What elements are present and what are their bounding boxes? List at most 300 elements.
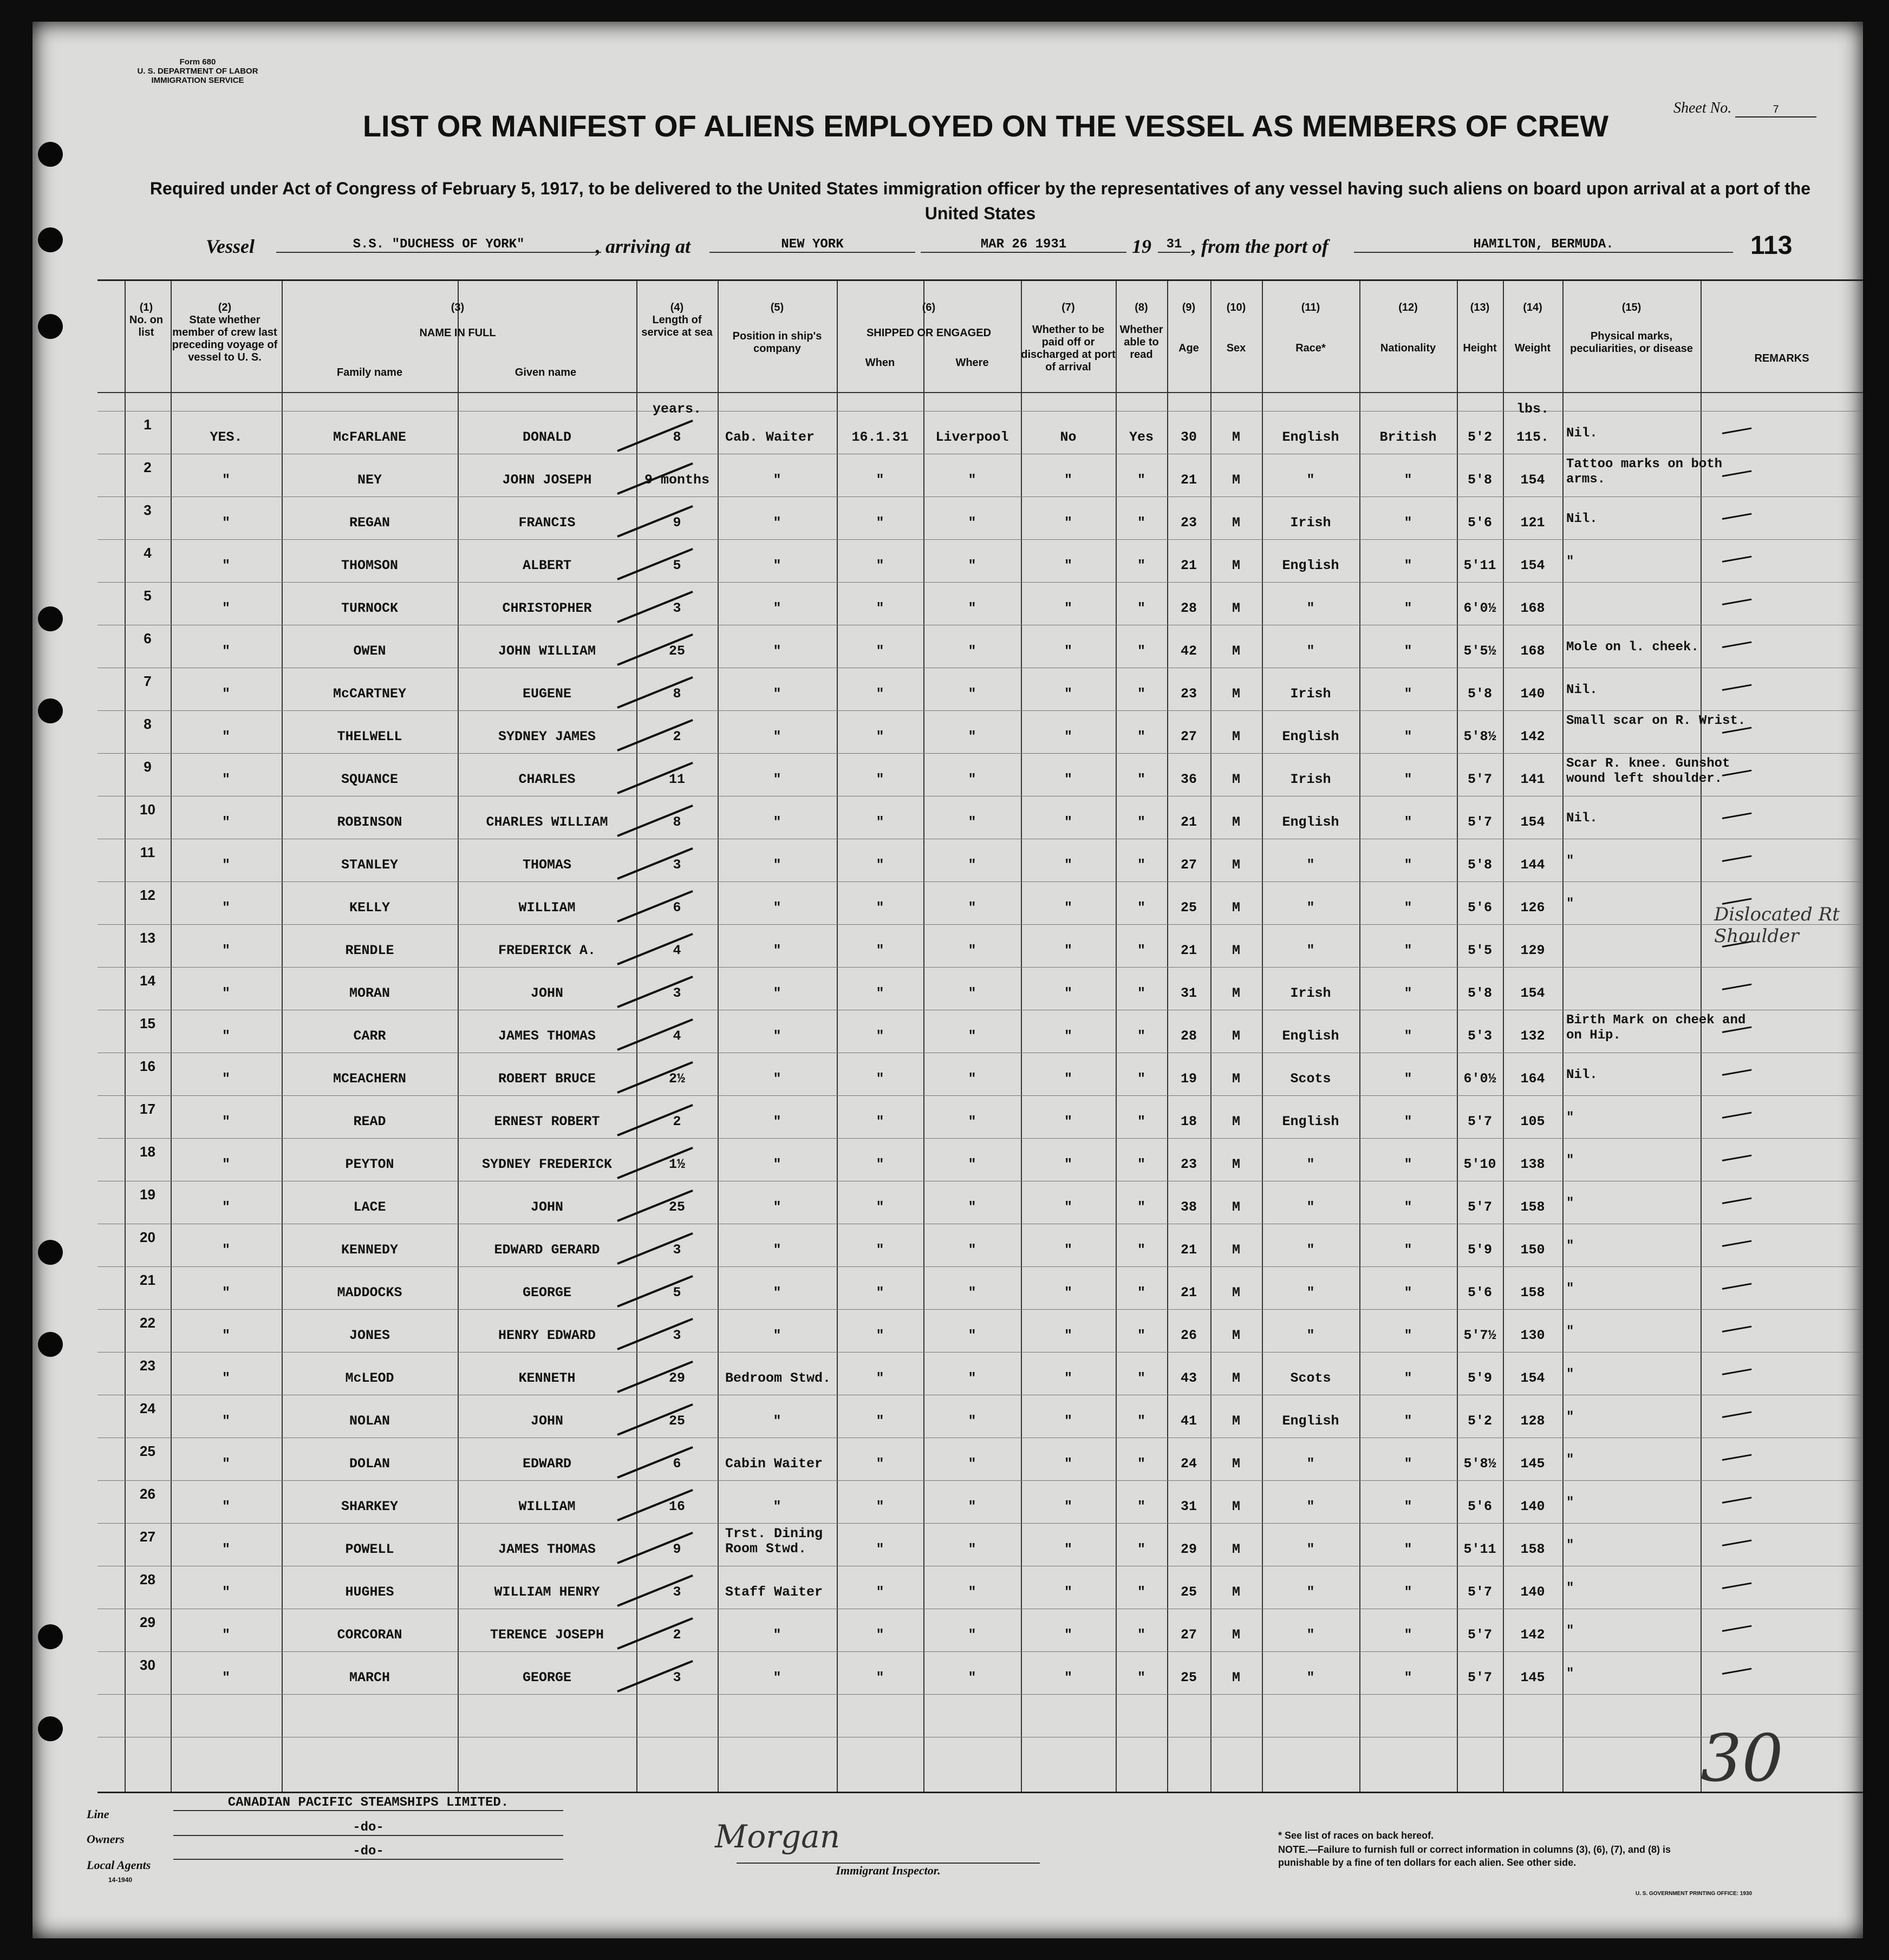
cell-length-of-service: 8 bbox=[673, 686, 681, 702]
col6-header: (6) SHIPPED OR ENGAGED bbox=[866, 302, 992, 339]
cell-nationality: " bbox=[1404, 1157, 1412, 1172]
cell-sex: M bbox=[1232, 1242, 1240, 1258]
cell-position: " bbox=[773, 1114, 781, 1129]
cell-given-name: ROBERT BRUCE bbox=[498, 1071, 596, 1087]
cell-given-name: DONALD bbox=[522, 429, 571, 445]
cell-previous-voyage: " bbox=[222, 1627, 230, 1643]
cell-given-name: FREDERICK A. bbox=[498, 943, 596, 958]
cell-engaged-where: " bbox=[968, 985, 976, 1001]
cell-age: 23 bbox=[1180, 515, 1197, 531]
cell-row-number: 19 bbox=[140, 1186, 155, 1203]
cell-engaged-where: " bbox=[968, 558, 976, 573]
cell-able-to-read: " bbox=[1137, 515, 1145, 531]
cell-age: 30 bbox=[1180, 429, 1197, 445]
binding-hole bbox=[38, 1624, 63, 1649]
cell-engaged-when: " bbox=[876, 900, 884, 916]
cell-position: " bbox=[773, 857, 781, 873]
col15-header: (15) Physical marks, peculiarities, or disease bbox=[1570, 302, 1693, 355]
cell-race: " bbox=[1306, 1584, 1315, 1600]
cell-engaged-where: " bbox=[968, 943, 976, 958]
cell-engaged-where: " bbox=[968, 1413, 976, 1429]
cell-given-name: GEORGE bbox=[522, 1670, 571, 1685]
cell-nationality: British bbox=[1379, 429, 1437, 445]
cell-position: " bbox=[773, 772, 781, 787]
cell-nationality: " bbox=[1404, 1071, 1412, 1087]
line-label: Line bbox=[87, 1807, 109, 1821]
binding-hole bbox=[38, 1240, 63, 1265]
cell-position: Cabin Waiter bbox=[725, 1456, 823, 1472]
cell-race: Irish bbox=[1290, 515, 1331, 531]
cell-family-name: REGAN bbox=[349, 515, 390, 531]
cell-sex: M bbox=[1232, 985, 1240, 1001]
family-name-header: Family name bbox=[336, 367, 403, 378]
row-rule bbox=[97, 1309, 1863, 1310]
cell-engaged-where: " bbox=[968, 729, 976, 744]
cell-height: 5'9 bbox=[1467, 1242, 1492, 1258]
row-rule bbox=[97, 539, 1863, 540]
cell-previous-voyage: " bbox=[222, 686, 230, 702]
owners-label: Owners bbox=[87, 1832, 125, 1846]
cell-engaged-when: " bbox=[876, 857, 884, 873]
cell-given-name: SYDNEY JAMES bbox=[498, 729, 596, 744]
cell-nationality: " bbox=[1404, 1370, 1412, 1386]
cell-row-number: 14 bbox=[140, 972, 155, 989]
cell-physical-marks: Tattoo marks on both arms. bbox=[1566, 457, 1723, 487]
row-rule bbox=[97, 1138, 1863, 1139]
cell-physical-marks: Nil. bbox=[1566, 683, 1598, 697]
col4-header: (4) Length of service at sea bbox=[641, 302, 713, 338]
cell-weight: 145 bbox=[1520, 1670, 1545, 1685]
cell-able-to-read: " bbox=[1137, 1627, 1145, 1643]
arriving-label: , arriving at bbox=[596, 236, 691, 257]
cell-paid-off: " bbox=[1064, 515, 1072, 531]
cell-family-name: MARCH bbox=[349, 1670, 390, 1685]
cell-paid-off: No bbox=[1060, 429, 1077, 445]
cell-nationality: " bbox=[1404, 900, 1412, 916]
cell-nationality: " bbox=[1404, 985, 1412, 1001]
cell-physical-marks: " bbox=[1566, 1153, 1574, 1168]
agents-value: -do- bbox=[173, 1844, 563, 1860]
row-rule bbox=[97, 1266, 1863, 1267]
sheet-label: Sheet No. bbox=[1673, 100, 1732, 116]
cell-height: 5'8 bbox=[1467, 857, 1492, 873]
row-rule bbox=[97, 753, 1863, 754]
cell-previous-voyage: " bbox=[222, 515, 230, 531]
cell-length-of-service: 8 bbox=[673, 429, 681, 445]
cell-age: 27 bbox=[1180, 729, 1197, 744]
cell-engaged-when: " bbox=[876, 1370, 884, 1386]
cell-height: 5'8 bbox=[1467, 472, 1492, 488]
cell-row-number: 29 bbox=[140, 1614, 155, 1630]
cell-engaged-where: " bbox=[968, 643, 976, 659]
cell-previous-voyage: " bbox=[222, 1157, 230, 1172]
cell-height: 5'5 bbox=[1467, 943, 1492, 958]
cell-position: " bbox=[773, 472, 781, 488]
cell-height: 5'6 bbox=[1467, 515, 1492, 531]
cell-able-to-read: " bbox=[1137, 729, 1145, 744]
cell-able-to-read: " bbox=[1137, 1157, 1145, 1172]
cell-family-name: POWELL bbox=[345, 1541, 394, 1557]
cell-physical-marks: " bbox=[1566, 1196, 1574, 1211]
cell-family-name: RENDLE bbox=[345, 943, 394, 958]
departure-port: HAMILTON, BERMUDA. bbox=[1354, 237, 1733, 253]
cell-given-name: FRANCIS bbox=[518, 515, 576, 531]
cell-previous-voyage: " bbox=[222, 985, 230, 1001]
cell-race: " bbox=[1306, 1456, 1315, 1472]
owners-value: -do- bbox=[173, 1820, 563, 1836]
cell-length-of-service: 4 bbox=[673, 1028, 681, 1044]
cell-paid-off: " bbox=[1064, 1242, 1072, 1258]
cell-paid-off: " bbox=[1064, 1370, 1072, 1386]
remark-dash bbox=[1722, 983, 1752, 990]
cell-race: " bbox=[1306, 857, 1315, 873]
cell-weight: 154 bbox=[1520, 814, 1545, 830]
cell-physical-marks: " bbox=[1566, 1581, 1574, 1596]
cell-weight: 121 bbox=[1520, 515, 1545, 531]
cell-given-name: HENRY EDWARD bbox=[498, 1328, 596, 1343]
cell-height: 5'7 bbox=[1467, 1670, 1492, 1685]
cell-able-to-read: " bbox=[1137, 1028, 1145, 1044]
col9-header: (9) Age bbox=[1178, 302, 1199, 354]
cell-race: English bbox=[1282, 729, 1339, 744]
cell-paid-off: " bbox=[1064, 1499, 1072, 1514]
cell-race: " bbox=[1306, 600, 1315, 616]
cell-sex: M bbox=[1232, 1499, 1240, 1514]
cell-engaged-when: " bbox=[876, 1199, 884, 1215]
cell-height: 6'0½ bbox=[1463, 1071, 1496, 1087]
cell-age: 19 bbox=[1180, 1071, 1197, 1087]
cell-paid-off: " bbox=[1064, 1028, 1072, 1044]
cell-previous-voyage: " bbox=[222, 643, 230, 659]
cell-able-to-read: " bbox=[1137, 686, 1145, 702]
cell-race: " bbox=[1306, 1157, 1315, 1172]
penalty-note: NOTE.—Failure to furnish full or correct information in columns (3), (6), (7), and (8) is punishable by a fine of ten dollars for each alien. See other side. bbox=[1278, 1844, 1671, 1868]
col13-header: (13) Height bbox=[1463, 302, 1497, 354]
cell-age: 38 bbox=[1180, 1199, 1197, 1215]
cell-length-of-service: 11 bbox=[668, 772, 685, 787]
cell-row-number: 22 bbox=[140, 1315, 155, 1331]
cell-sex: M bbox=[1232, 1328, 1240, 1343]
cell-able-to-read: " bbox=[1137, 1071, 1145, 1087]
cell-sex: M bbox=[1232, 943, 1240, 958]
cell-length-of-service: 5 bbox=[673, 1285, 681, 1301]
cell-weight: 150 bbox=[1520, 1242, 1545, 1258]
col12-header: (12) Nationality bbox=[1380, 302, 1436, 354]
cell-able-to-read: Yes bbox=[1129, 429, 1154, 445]
cell-length-of-service: 4 bbox=[673, 943, 681, 958]
cell-previous-voyage: " bbox=[222, 1328, 230, 1343]
cell-given-name: GEORGE bbox=[522, 1285, 571, 1301]
cell-nationality: " bbox=[1404, 686, 1412, 702]
years-unit: years. bbox=[652, 401, 701, 417]
cell-row-number: 28 bbox=[140, 1571, 155, 1587]
cell-sex: M bbox=[1232, 558, 1240, 573]
cell-engaged-where: " bbox=[968, 1157, 976, 1172]
cell-given-name: EUGENE bbox=[522, 686, 571, 702]
cell-height: 5'7 bbox=[1467, 1114, 1492, 1129]
cell-able-to-read: " bbox=[1137, 857, 1145, 873]
cell-nationality: " bbox=[1404, 643, 1412, 659]
cell-able-to-read: " bbox=[1137, 472, 1145, 488]
cell-age: 25 bbox=[1180, 1670, 1197, 1685]
col2-header: (2) State whether member of crew last preceding voyage of vessel to U. S. bbox=[172, 302, 278, 363]
cell-position: " bbox=[773, 1413, 781, 1429]
cell-race: Scots bbox=[1290, 1071, 1331, 1087]
cell-age: 28 bbox=[1180, 1028, 1197, 1044]
cell-position: " bbox=[773, 1199, 781, 1215]
cell-weight: 126 bbox=[1520, 900, 1545, 916]
cell-able-to-read: " bbox=[1137, 558, 1145, 573]
cell-weight: 132 bbox=[1520, 1028, 1545, 1044]
cell-age: 25 bbox=[1180, 1584, 1197, 1600]
cell-previous-voyage: " bbox=[222, 900, 230, 916]
cell-paid-off: " bbox=[1064, 1199, 1072, 1215]
cell-sex: M bbox=[1232, 900, 1240, 916]
cell-race: " bbox=[1306, 943, 1315, 958]
cell-given-name: JOHN WILLIAM bbox=[498, 643, 596, 659]
service: IMMIGRATION SERVICE bbox=[151, 76, 244, 85]
cell-height: 5'8½ bbox=[1463, 1456, 1496, 1472]
cell-engaged-when: " bbox=[876, 1114, 884, 1129]
cell-sex: M bbox=[1232, 1157, 1240, 1172]
cell-age: 24 bbox=[1180, 1456, 1197, 1472]
cell-previous-voyage: " bbox=[222, 772, 230, 787]
cell-physical-marks: " bbox=[1566, 1667, 1574, 1681]
cell-height: 5'8 bbox=[1467, 985, 1492, 1001]
cell-engaged-when: " bbox=[876, 1071, 884, 1087]
cell-engaged-when: " bbox=[876, 515, 884, 531]
cell-height: 5'7 bbox=[1467, 1199, 1492, 1215]
cell-given-name: CHARLES WILLIAM bbox=[486, 814, 608, 830]
cell-engaged-when: " bbox=[876, 686, 884, 702]
cell-position: " bbox=[773, 1285, 781, 1301]
cell-family-name: NEY bbox=[357, 472, 382, 488]
cell-able-to-read: " bbox=[1137, 1285, 1145, 1301]
cell-age: 43 bbox=[1180, 1370, 1197, 1386]
cell-height: 5'2 bbox=[1467, 1413, 1492, 1429]
line-value: CANADIAN PACIFIC STEAMSHIPS LIMITED. bbox=[173, 1795, 563, 1811]
cell-family-name: OWEN bbox=[353, 643, 386, 659]
cell-sex: M bbox=[1232, 515, 1240, 531]
cell-sex: M bbox=[1232, 1028, 1240, 1044]
cell-given-name: EDWARD GERARD bbox=[494, 1242, 600, 1258]
cell-length-of-service: 3 bbox=[673, 985, 681, 1001]
cell-previous-voyage: " bbox=[222, 1370, 230, 1386]
cell-engaged-where: " bbox=[968, 1370, 976, 1386]
cell-weight: 142 bbox=[1520, 729, 1545, 744]
cell-engaged-where: " bbox=[968, 857, 976, 873]
cell-nationality: " bbox=[1404, 1114, 1412, 1129]
cell-engaged-where: " bbox=[968, 686, 976, 702]
cell-family-name: THOMSON bbox=[341, 558, 399, 573]
cell-length-of-service: 25 bbox=[668, 1199, 685, 1215]
col5-header: (5) Position in ship's company bbox=[732, 302, 822, 355]
handwritten-total: 30 bbox=[1701, 1721, 1783, 1796]
binding-hole bbox=[38, 606, 63, 631]
cell-sex: M bbox=[1232, 772, 1240, 787]
cell-sex: M bbox=[1232, 1413, 1240, 1429]
sheet-number-field bbox=[1673, 100, 1816, 117]
cell-length-of-service: 29 bbox=[668, 1370, 685, 1386]
cell-engaged-when: " bbox=[876, 943, 884, 958]
cell-nationality: " bbox=[1404, 1541, 1412, 1557]
cell-engaged-when: " bbox=[876, 558, 884, 573]
row-rule bbox=[97, 1095, 1863, 1096]
cell-age: 23 bbox=[1180, 686, 1197, 702]
cell-family-name: DOLAN bbox=[349, 1456, 390, 1472]
cell-physical-marks: Nil. bbox=[1566, 512, 1598, 526]
cell-paid-off: " bbox=[1064, 1285, 1072, 1301]
cell-family-name: McCARTNEY bbox=[333, 686, 407, 702]
binding-hole bbox=[38, 1716, 63, 1741]
cell-given-name: ALBERT bbox=[522, 558, 571, 573]
cell-height: 5'8 bbox=[1467, 686, 1492, 702]
cell-family-name: READ bbox=[353, 1114, 386, 1129]
inspector-signature: Morgan bbox=[715, 1818, 841, 1855]
col1-header: (1) No. on list bbox=[129, 302, 164, 338]
cell-weight: 168 bbox=[1520, 643, 1545, 659]
cell-row-number: 20 bbox=[140, 1229, 155, 1245]
cell-position: Staff Waiter bbox=[725, 1584, 823, 1600]
cell-family-name: CORCORAN bbox=[337, 1627, 402, 1643]
cell-family-name: CARR bbox=[353, 1028, 386, 1044]
binding-hole bbox=[38, 314, 63, 339]
cell-family-name: SHARKEY bbox=[341, 1499, 399, 1514]
cell-engaged-where: " bbox=[968, 1199, 976, 1215]
cell-previous-voyage: " bbox=[222, 1028, 230, 1044]
cell-sex: M bbox=[1232, 1114, 1240, 1129]
cell-given-name: JOHN bbox=[530, 1413, 563, 1429]
cell-height: 5'10 bbox=[1463, 1157, 1496, 1172]
cell-length-of-service: 9 bbox=[673, 1541, 681, 1557]
cell-nationality: " bbox=[1404, 600, 1412, 616]
cell-age: 31 bbox=[1180, 985, 1197, 1001]
cell-paid-off: " bbox=[1064, 1071, 1072, 1087]
cell-weight: 144 bbox=[1520, 857, 1545, 873]
cell-age: 28 bbox=[1180, 600, 1197, 616]
col7-header: (7) Whether to be paid off or discharged at port of arrival bbox=[1021, 302, 1116, 373]
cell-nationality: " bbox=[1404, 1627, 1412, 1643]
cell-length-of-service: 2 bbox=[673, 1114, 681, 1129]
cell-race: " bbox=[1306, 1242, 1315, 1258]
cell-sex: M bbox=[1232, 429, 1240, 445]
cell-engaged-where: " bbox=[968, 1627, 976, 1643]
col10-header: (10) Sex bbox=[1226, 302, 1246, 354]
cell-family-name: THELWELL bbox=[337, 729, 402, 744]
cell-able-to-read: " bbox=[1137, 1541, 1145, 1557]
cell-engaged-when: " bbox=[876, 1413, 884, 1429]
cell-previous-voyage: " bbox=[222, 558, 230, 573]
cell-height: 6'0½ bbox=[1463, 600, 1496, 616]
cell-engaged-where: " bbox=[968, 1071, 976, 1087]
cell-height: 5'7 bbox=[1467, 1584, 1492, 1600]
cell-sex: M bbox=[1232, 686, 1240, 702]
cell-height: 5'7 bbox=[1467, 1627, 1492, 1643]
cell-row-number: 30 bbox=[140, 1657, 155, 1673]
cell-age: 21 bbox=[1180, 943, 1197, 958]
cell-physical-marks: Nil. bbox=[1566, 426, 1598, 441]
form-identifier bbox=[108, 57, 287, 85]
cell-physical-marks: " bbox=[1566, 1282, 1574, 1296]
from-label: , from the port of bbox=[1191, 236, 1329, 257]
cell-length-of-service: 1½ bbox=[668, 1157, 685, 1172]
cell-position: " bbox=[773, 1242, 781, 1258]
cell-length-of-service: 3 bbox=[673, 600, 681, 616]
cell-length-of-service: 6 bbox=[673, 900, 681, 916]
cell-previous-voyage: " bbox=[222, 600, 230, 616]
cell-position: Trst. Dining Room Stwd. bbox=[725, 1526, 823, 1557]
cell-height: 5'11 bbox=[1463, 558, 1496, 573]
cell-previous-voyage: " bbox=[222, 1541, 230, 1557]
cell-sex: M bbox=[1232, 600, 1240, 616]
cell-able-to-read: " bbox=[1137, 814, 1145, 830]
cell-length-of-service: 3 bbox=[673, 1242, 681, 1258]
cell-paid-off: " bbox=[1064, 558, 1072, 573]
cell-physical-marks: Mole on l. cheek. bbox=[1566, 640, 1699, 655]
cell-row-number: 24 bbox=[140, 1400, 155, 1416]
cell-position: " bbox=[773, 558, 781, 573]
cell-row-number: 13 bbox=[140, 930, 155, 946]
cell-race: " bbox=[1306, 472, 1315, 488]
cell-race: Irish bbox=[1290, 686, 1331, 702]
cell-engaged-where: " bbox=[968, 600, 976, 616]
cell-physical-marks: Nil. bbox=[1566, 1068, 1598, 1082]
cell-physical-marks: " bbox=[1566, 1110, 1574, 1125]
cell-given-name: WILLIAM bbox=[518, 1499, 576, 1514]
cell-row-number: 5 bbox=[144, 587, 152, 604]
cell-row-number: 6 bbox=[144, 630, 152, 646]
cell-engaged-when: " bbox=[876, 729, 884, 744]
cell-age: 41 bbox=[1180, 1413, 1197, 1429]
cell-able-to-read: " bbox=[1137, 1199, 1145, 1215]
cell-able-to-read: " bbox=[1137, 1242, 1145, 1258]
cell-able-to-read: " bbox=[1137, 1328, 1145, 1343]
cell-physical-marks: Small scar on R. Wrist. bbox=[1566, 714, 1746, 728]
cell-position: " bbox=[773, 1670, 781, 1685]
cell-nationality: " bbox=[1404, 472, 1412, 488]
cell-paid-off: " bbox=[1064, 1413, 1072, 1429]
cell-paid-off: " bbox=[1064, 985, 1072, 1001]
row-rule bbox=[97, 1523, 1863, 1524]
cell-nationality: " bbox=[1404, 1413, 1412, 1429]
cell-engaged-where: " bbox=[968, 1285, 976, 1301]
cell-physical-marks: Nil. bbox=[1566, 811, 1598, 826]
cell-weight: 140 bbox=[1520, 1499, 1545, 1514]
cell-able-to-read: " bbox=[1137, 1370, 1145, 1386]
department: U. S. DEPARTMENT OF LABOR bbox=[137, 67, 258, 76]
cell-family-name: PEYTON bbox=[345, 1157, 394, 1172]
cell-previous-voyage: YES. bbox=[210, 429, 243, 445]
cell-race: " bbox=[1306, 1499, 1315, 1514]
cell-paid-off: " bbox=[1064, 472, 1072, 488]
cell-nationality: " bbox=[1404, 1328, 1412, 1343]
cell-position: " bbox=[773, 643, 781, 659]
cell-age: 27 bbox=[1180, 1627, 1197, 1643]
cell-race: " bbox=[1306, 900, 1315, 916]
cell-given-name: JAMES THOMAS bbox=[498, 1541, 596, 1557]
cell-position: " bbox=[773, 600, 781, 616]
cell-race: " bbox=[1306, 1328, 1315, 1343]
cell-able-to-read: " bbox=[1137, 1499, 1145, 1514]
cell-previous-voyage: " bbox=[222, 1199, 230, 1215]
cell-sex: M bbox=[1232, 1584, 1240, 1600]
cell-paid-off: " bbox=[1064, 686, 1072, 702]
cell-engaged-when: " bbox=[876, 1541, 884, 1557]
cell-engaged-when: " bbox=[876, 1285, 884, 1301]
cell-paid-off: " bbox=[1064, 772, 1072, 787]
cell-length-of-service: 2 bbox=[673, 729, 681, 744]
cell-weight: 145 bbox=[1520, 1456, 1545, 1472]
